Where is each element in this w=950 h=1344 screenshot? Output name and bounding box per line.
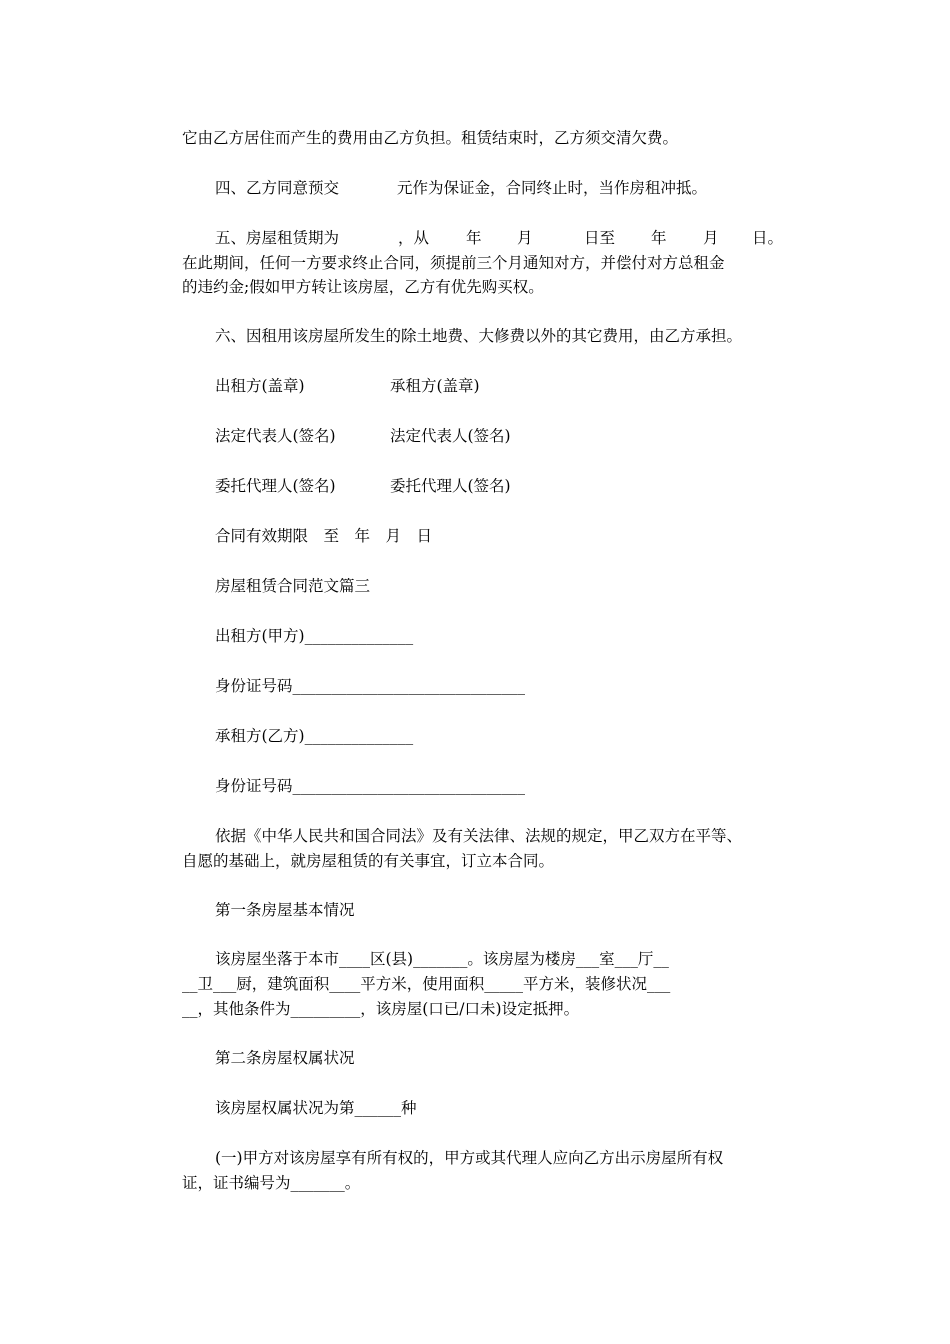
lessor-id-field: 身份证号码______________________________ <box>215 677 526 695</box>
validity-line: 合同有效期限 至 年 月 日 <box>215 527 433 545</box>
clause-six: 六、因租用该房屋所发生的除土地费、大修费以外的其它费用，由乙方承担。 <box>215 327 743 345</box>
lessee-id-field: 身份证号码______________________________ <box>215 777 526 795</box>
preamble-line: 自愿的基础上，就房屋租赁的有关事宜，订立本合同。 <box>182 852 555 870</box>
text-line: 它由乙方居住而产生的费用由乙方负担。租赁结束时，乙方须交清欠费。 <box>182 129 679 147</box>
lessor-rep-label: 法定代表人(签名) <box>215 427 336 445</box>
clause-five-start: 五、房屋租赁期为 <box>215 229 340 247</box>
lessee-agent-label: 委托代理人(签名) <box>390 477 511 495</box>
text-line: 的违约金;假如甲方转让该房屋，乙方有优先购买权。 <box>182 278 544 296</box>
lessor-seal-label: 出租方(盖章) <box>215 377 305 395</box>
section-title: 房屋租赁合同范文篇三 <box>215 577 371 595</box>
ownership-clause-line: 证，证书编号为_______。 <box>182 1174 361 1192</box>
article-one-title: 第一条房屋基本情况 <box>215 901 355 919</box>
article-one-line: __，其他条件为_________，该房屋(口已/口未)设定抵押。 <box>182 1000 580 1018</box>
clause-five-year2: 年 <box>651 229 667 247</box>
clause-five-day2: 日。 <box>752 229 784 247</box>
preamble-line: 依据《中华人民共和国合同法》及有关法律、法规的规定，甲乙双方在平等、 <box>215 827 743 845</box>
clause-five-month: 月 <box>517 229 533 247</box>
lessee-rep-label: 法定代表人(签名) <box>390 427 511 445</box>
clause-four-start: 四、乙方同意预交 <box>215 179 340 197</box>
clause-five-month2: 月 <box>703 229 719 247</box>
clause-four-end: 元作为保证金，合同终止时，当作房租冲抵。 <box>397 179 708 197</box>
text-line: 在此期间，任何一方要求终止合同，须提前三个月通知对方，并偿付对方总租金 <box>182 254 725 272</box>
clause-five-from: ，从 <box>398 229 430 247</box>
ownership-status-line: 该房屋权属状况为第______种 <box>215 1099 417 1117</box>
clause-five-year: 年 <box>466 229 482 247</box>
article-one-line: __卫___厨，建筑面积____平方米，使用面积_____平方米，装修状况___ <box>182 975 671 993</box>
clause-five-day-to: 日至 <box>584 229 616 247</box>
ownership-clause-line: (一)甲方对该房屋享有所有权的，甲方或其代理人应向乙方出示房屋所有权 <box>215 1149 724 1167</box>
lessee-field: 承租方(乙方)______________ <box>215 727 414 745</box>
lessor-agent-label: 委托代理人(签名) <box>215 477 336 495</box>
lessee-seal-label: 承租方(盖章) <box>390 377 480 395</box>
lessor-field: 出租方(甲方)______________ <box>215 627 414 645</box>
article-one-line: 该房屋坐落于本市____区(县)_______。该房屋为楼房___室___厅__ <box>215 950 669 968</box>
article-two-title: 第二条房屋权属状况 <box>215 1049 355 1067</box>
